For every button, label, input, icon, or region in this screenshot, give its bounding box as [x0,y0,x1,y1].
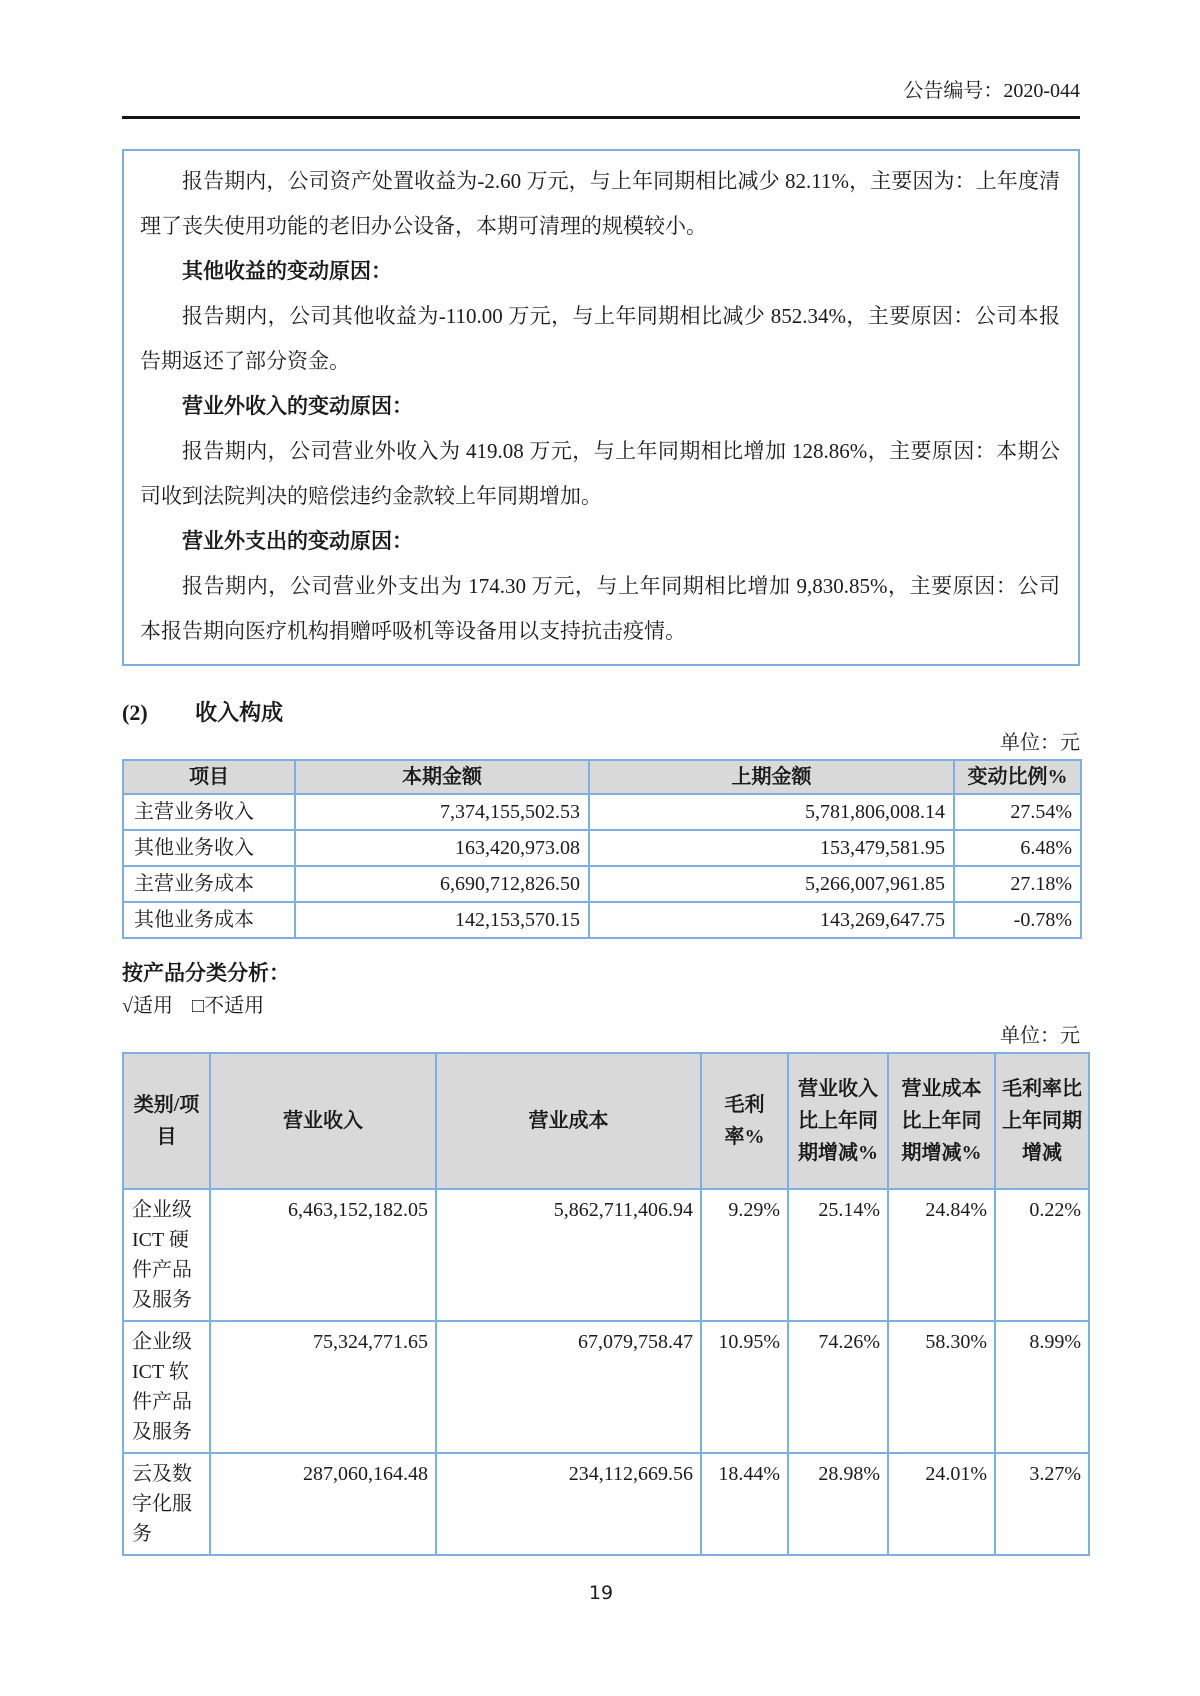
cell-revenue-yoy: 25.14% [788,1189,888,1321]
cell-revenue: 75,324,771.65 [210,1321,436,1453]
header-cell-cost-yoy: 营业成本比上年同期增减% [888,1053,995,1189]
table-header-row [123,760,1081,794]
cell-cost: 67,079,758.47 [436,1321,701,1453]
table-row [123,866,1081,902]
notice-paragraph: 报告期内，公司其他收益为-110.00 万元，与上年同期相比减少 852.34%，主要原因：公司本报告期返还了部分资金。 [140,304,1060,373]
table-row [123,902,1081,938]
cell-cost-yoy: 58.30% [888,1321,995,1453]
table-row [123,1321,1089,1453]
cell-current-amount: 163,420,973.08 [295,830,589,866]
header-cell-item: 项目 [123,760,295,794]
cell-gross-margin: 18.44% [701,1453,788,1555]
cell-change-ratio: 6.48% [954,830,1081,866]
cell-prior-amount: 5,266,007,961.85 [589,866,954,902]
cell-prior-amount: 5,781,806,008.14 [589,794,954,830]
announcement-number: 公告编号：2020-044 [903,80,1080,102]
applicable-checked-label: √适用 [122,995,173,1017]
table-row [123,830,1081,866]
cell-change-ratio: -0.78% [954,902,1081,938]
header-cell-category: 类别/项目 [123,1053,210,1189]
cell-cost: 5,862,711,406.94 [436,1189,701,1321]
header-cell-revenue-yoy: 营业收入比上年同期增减% [788,1053,888,1189]
unit-label: 单位：元 [1000,1025,1080,1047]
applicability-line [122,992,1080,1020]
cell-current-amount: 6,690,712,826.50 [295,866,589,902]
cell-item: 其他业务成本 [123,902,295,938]
cell-cost-yoy: 24.01% [888,1453,995,1555]
header-cell-prior-amount: 上期金额 [589,760,954,794]
section-number: (2) [122,700,148,725]
notice-paragraph: 报告期内，公司营业外收入为 419.08 万元，与上年同期相比增加 128.86%，主要原因：本期公司收到法院判决的赔偿违约金款较上年同期增加。 [140,439,1060,508]
cell-margin-yoy: 3.27% [995,1453,1089,1555]
header-cell-gross-margin: 毛利率% [701,1053,788,1189]
cell-cost: 234,112,669.56 [436,1453,701,1555]
table-row [123,794,1081,830]
header-cell-change-ratio: 变动比例% [954,760,1081,794]
page-number: 19 [588,1582,614,1604]
cell-prior-amount: 143,269,647.75 [589,902,954,938]
header-cell-revenue: 营业收入 [210,1053,436,1189]
section-heading [122,696,1080,727]
cell-gross-margin: 9.29% [701,1189,788,1321]
notice-box [122,149,1080,666]
cell-category: 企业级 ICT 硬件产品及服务 [123,1189,210,1321]
cell-item: 主营业务收入 [123,794,295,830]
table-row [123,1453,1089,1555]
cell-revenue: 287,060,164.48 [210,1453,436,1555]
cell-current-amount: 142,153,570.15 [295,902,589,938]
table-header-row [123,1053,1089,1189]
cell-item: 主营业务成本 [123,866,295,902]
notice-heading: 其他收益的变动原因： [182,259,392,283]
income-composition-table [122,759,1082,939]
cell-revenue-yoy: 74.26% [788,1321,888,1453]
product-analysis-heading: 按产品分类分析： [122,961,290,985]
not-applicable-unchecked-label: □不适用 [191,995,265,1017]
header-cell-margin-yoy: 毛利率比上年同期增减 [995,1053,1089,1189]
cell-current-amount: 7,374,155,502.53 [295,794,589,830]
cell-change-ratio: 27.18% [954,866,1081,902]
cell-prior-amount: 153,479,581.95 [589,830,954,866]
notice-heading: 营业外支出的变动原因： [182,529,413,553]
unit-label: 单位：元 [1000,732,1080,754]
cell-cost-yoy: 24.84% [888,1189,995,1321]
cell-change-ratio: 27.54% [954,794,1081,830]
cell-margin-yoy: 8.99% [995,1321,1089,1453]
notice-heading: 营业外收入的变动原因： [182,394,413,418]
product-category-table [122,1052,1090,1556]
cell-revenue-yoy: 28.98% [788,1453,888,1555]
header-cell-current-amount: 本期金额 [295,760,589,794]
section-title: 收入构成 [195,700,284,725]
cell-revenue: 6,463,152,182.05 [210,1189,436,1321]
notice-paragraph: 报告期内，公司资产处置收益为-2.60 万元，与上年同期相比减少 82.11%，主要因为：上年度清理了丧失使用功能的老旧办公设备，本期可清理的规模较小。 [140,169,1060,238]
cell-item: 其他业务收入 [123,830,295,866]
cell-margin-yoy: 0.22% [995,1189,1089,1321]
table-row [123,1189,1089,1321]
document-header [122,78,1080,119]
notice-paragraph: 报告期内，公司营业外支出为 174.30 万元，与上年同期相比增加 9,830.85%，主要原因：公司本报告期向医疗机构捐赠呼吸机等设备用以支持抗击疫情。 [140,574,1060,643]
cell-category: 云及数字化服务 [123,1453,210,1555]
cell-category: 企业级 ICT 软件产品及服务 [123,1321,210,1453]
header-cell-cost: 营业成本 [436,1053,701,1189]
cell-gross-margin: 10.95% [701,1321,788,1453]
